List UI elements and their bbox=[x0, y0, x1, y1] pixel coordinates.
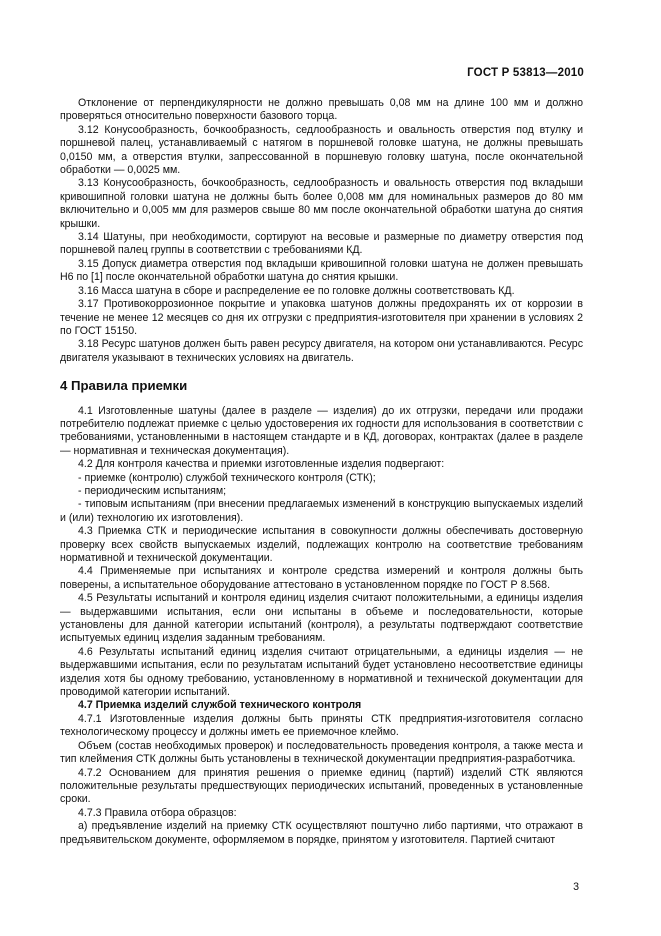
paragraph-4-1: 4.1 Изготовленные шатуны (далее в разделе — изделия) до их отгрузки, передачи или продажи потребителю подлежат приемке с целью удостоверения их годности для использования в соответствии с требованиями, установленными в настоящем стандарте и в КД, договорах, контрактах (далее в разделе — нормативная и техническая документация). bbox=[60, 404, 583, 457]
paragraph-4-4: 4.4 Применяемые при испытаниях и контроле средства измерений и контроля должны быть поверены, а испытательное оборудование аттестовано в установленном порядке по ГОСТ Р 8.568. bbox=[60, 565, 583, 591]
paragraph-3-16: 3.16 Масса шатуна в сборе и распределение ее по головке должны соответствовать КД. bbox=[78, 284, 515, 297]
paragraph-4-5: 4.5 Результаты испытаний и контроля единиц изделия считают положительными, а единицы изделия — выдержавшими испытания, если они испытаны в объеме и последовательности, которые установлены для данной категории испытаний (контроля), а результаты подтверждают соответствие испытуемых единиц изделия заданным требованиям. bbox=[60, 592, 583, 645]
document-header: ГОСТ Р 53813—2010 bbox=[467, 67, 584, 79]
paragraph-3-13: 3.13 Конусообразность, бочкообразность, седлообразность и овальность отверстия под вкладыши кривошипной головки шатуна не должны быть более 0,008 мм для номинальных размеров до 80 мм включительно и 0,005 мм для размеров свыше 80 мм после окончательной обработки шатуна до снятия крышки. bbox=[60, 177, 583, 230]
section-title: 4 Правила приемки bbox=[60, 378, 188, 394]
paragraph-4-7-2: 4.7.2 Основанием для принятия решения о приемке единиц (партий) изделий СТК являются положительные результаты предшествующих периодических испытаний, проведенных в установленные сроки. bbox=[60, 766, 583, 806]
paragraph-item-a: а) предъявление изделий на приемку СТК осуществляют поштучно либо партиями, что отражают в предъявительском документе, оформляемом в порядке, принятом у изготовителя. Партией считают bbox=[60, 820, 583, 846]
list-item: - приемке (контролю) службой технического контроля (СТК); bbox=[78, 471, 376, 484]
paragraph-3-15: 3.15 Допуск диаметра отверстия под вкладыши кривошипной головки шатуна не должен превышать Н6 по [1] после окончательной обработки шатуна до снятия крышки. bbox=[60, 257, 583, 284]
paragraph-3-17: 3.17 Противокоррозионное покрытие и упаковка шатунов должны предохранять их от коррозии в течение не менее 12 месяцев со дня их отгрузки с предприятия-изготовителя при хранении в условиях 2 по ГОСТ 15150. bbox=[60, 298, 583, 337]
paragraph-3-18: 3.18 Ресурс шатунов должен быть равен ресурсу двигателя, на котором они устанавливаются. Ресурс двигателя указывают в технических условиях на двигатель. bbox=[60, 338, 583, 364]
list-item: - периодическим испытаниям; bbox=[78, 484, 227, 497]
paragraph: Объем (состав необходимых проверок) и последовательность проведения контроля, а также места и тип клеймения СТК должны быть установлены в технической документации предприятия-разработчика. bbox=[60, 739, 583, 766]
page-number: 3 bbox=[573, 881, 579, 893]
paragraph-4-7-3: 4.7.3 Правила отбора образцов: bbox=[78, 806, 237, 819]
paragraph-4-6: 4.6 Результаты испытаний единиц изделия считают отрицательными, а единицы изделия — не выдержавшими испытания, если по результатам испытаний будет установлено несоответствие единицы изделия хотя бы одному требованию, установленному в нормативной и технической документации для проводимой категории испытаний. bbox=[60, 645, 583, 699]
paragraph-4-7-1: 4.7.1 Изготовленные изделия должны быть приняты СТК предприятия-изготовителя согласно технологическому процессу и должны иметь ее приемочное клеймо. bbox=[60, 712, 583, 739]
subsection-title: 4.7 Приемка изделий службой технического контроля bbox=[78, 699, 362, 712]
paragraph-4-2: 4.2 Для контроля качества и приемки изготовленные изделия подвергают: bbox=[78, 458, 445, 471]
paragraph-3-14: 3.14 Шатуны, при необходимости, сортируют на весовые и размерные по диаметру отверстия под поршневой палец группы в соответствии с требованиями КД. bbox=[60, 231, 583, 257]
list-item: - типовым испытаниям (при внесении предлагаемых изменений в конструкцию выпускаемых изделий и (или) технологию их изготовления). bbox=[60, 498, 583, 524]
paragraph-4-3: 4.3 Приемка СТК и периодические испытания в совокупности должны обеспечивать достоверную проверку всех свойств выпускаемых изделий, подлежащих контролю на соответствие требованиям нормативной и технической документации. bbox=[60, 525, 583, 564]
paragraph: Отклонение от перпендикулярности не должно превышать 0,08 мм на длине 100 мм и должно проверяться относительно поверхности базового торца. bbox=[60, 97, 583, 123]
document-body bbox=[60, 97, 583, 847]
paragraph-3-12: 3.12 Конусообразность, бочкообразность, седлообразность и овальность отверстия под втулку и поршневой палец, устанавливаемый с натягом в поршневой головке шатуна, не должны превышать 0,0150 мм, а отверстия втулки, запрессованной в поршневую головку шатуна, после окончательной обработки — 0,0025 мм. bbox=[60, 123, 583, 177]
